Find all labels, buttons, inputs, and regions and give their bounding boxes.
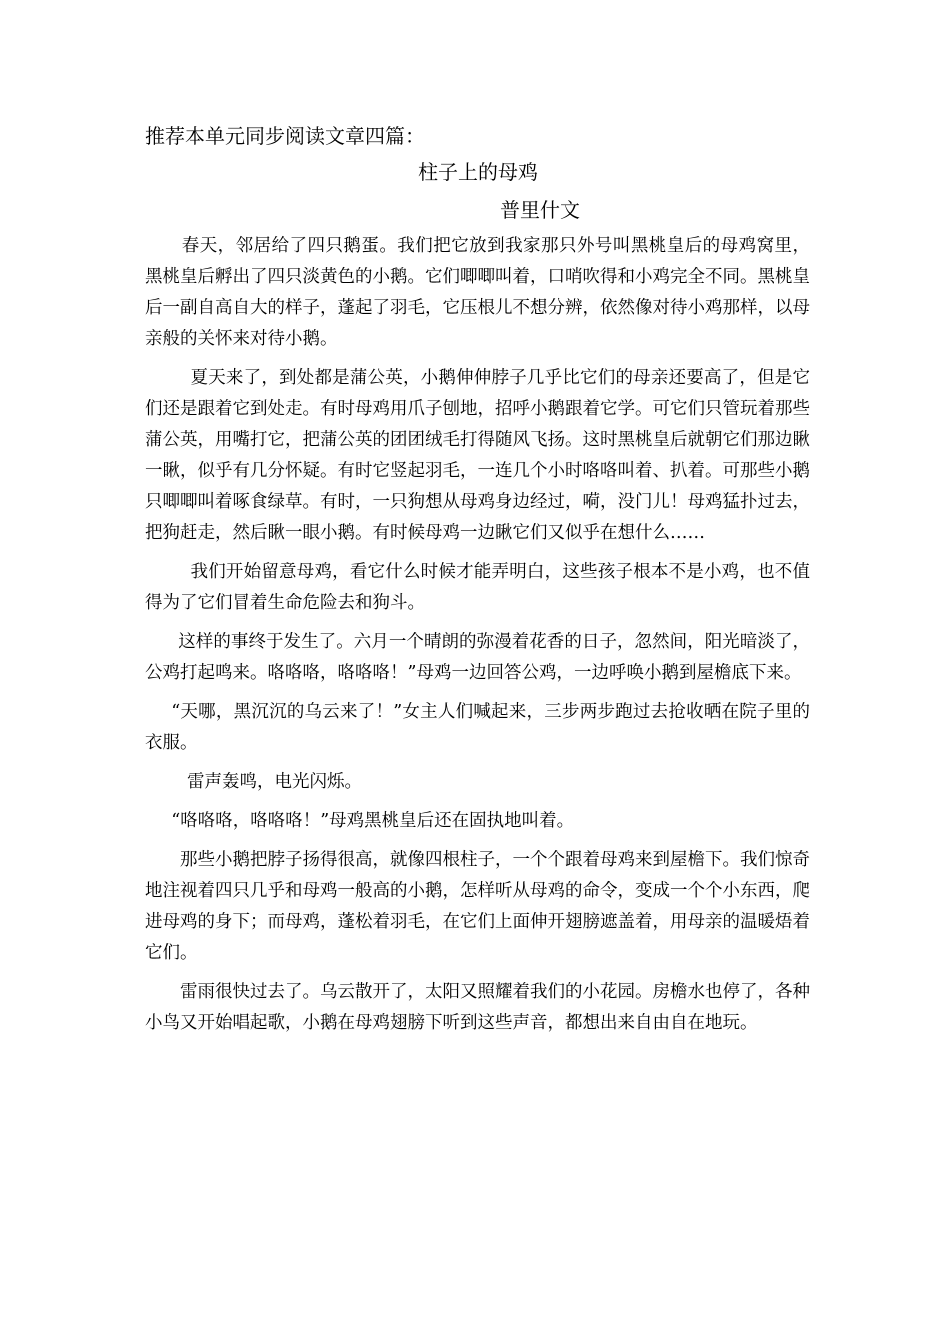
paragraph: “天哪，黑沉沉的乌云来了！”女主人们喊起来，三步两步跑过去抢收晒在院子里的衣服。 xyxy=(145,702,810,753)
paragraph: 那些小鹅把脖子扬得很高，就像四根柱子，一个个跟着母鸡来到屋檐下。我们惊奇地注视着四只几乎和母鸡一般高的小鹅，怎样听从母鸡的命令，变成一个个小东西，爬进母鸡的身下；而母鸡，蓬松着羽毛，在它们上面伸开翅膀遮盖着，用母亲的温暖焐着它们。 xyxy=(145,850,810,963)
paragraph: 这样的事终于发生了。六月一个晴朗的弥漫着花香的日子，忽然间，阳光暗淡了，公鸡打起鸣来。咯咯咯，咯咯咯！”母鸡一边回答公鸡，一边呼唤小鹅到屋檐底下来。 xyxy=(145,632,810,683)
article-author: 普里什文 xyxy=(500,198,580,222)
section-heading: 推荐本单元同步阅读文章四篇： xyxy=(145,124,425,148)
paragraph: 雷雨很快过去了。乌云散开了，太阳又照耀着我们的小花园。房檐水也停了，各种小鸟又开始唱起歌，小鹅在母鸡翅膀下听到这些声音，都想出来自由自在地玩。 xyxy=(145,982,810,1033)
paragraph: 夏天来了，到处都是蒲公英，小鹅伸伸脖子几乎比它们的母亲还要高了，但是它们还是跟着它到处走。有时母鸡用爪子刨地，招呼小鹅跟着它学。可它们只管玩着那些蒲公英，用嘴打它，把蒲公英的团团绒毛打得随风飞扬。这时黑桃皇后就朝它们那边瞅一瞅，似乎有几分怀疑。有时它竖起羽毛，一连几个小时咯咯叫着、扒着。可那些小鹅只唧唧叫着啄食绿草。有时，一只狗想从母鸡身边经过，嗬，没门儿！母鸡猛扑过去，把狗赶走，然后瞅一眼小鹅。有时候母鸡一边瞅它们又似乎在想什么…… xyxy=(145,368,810,543)
article-title: 柱子上的母鸡 xyxy=(418,160,538,184)
paragraph: “咯咯咯，咯咯咯！”母鸡黑桃皇后还在固执地叫着。 xyxy=(171,811,575,831)
paragraph: 春天，邻居给了四只鹅蛋。我们把它放到我家那只外号叫黑桃皇后的母鸡窝里，黑桃皇后孵出了四只淡黄色的小鹅。它们唧唧叫着，口哨吹得和小鸡完全不同。黑桃皇后一副自高自大的样子，蓬起了羽毛，它压根儿不想分辨，依然像对待小鸡那样，以母亲般的关怀来对待小鹅。 xyxy=(145,236,810,349)
paragraph: 我们开始留意母鸡，看它什么时候才能弄明白，这些孩子根本不是小鸡，也不值得为了它们冒着生命危险去和狗斗。 xyxy=(145,562,810,613)
article-body xyxy=(145,231,810,1039)
paragraph: 雷声轰鸣，电光闪烁。 xyxy=(187,772,362,792)
